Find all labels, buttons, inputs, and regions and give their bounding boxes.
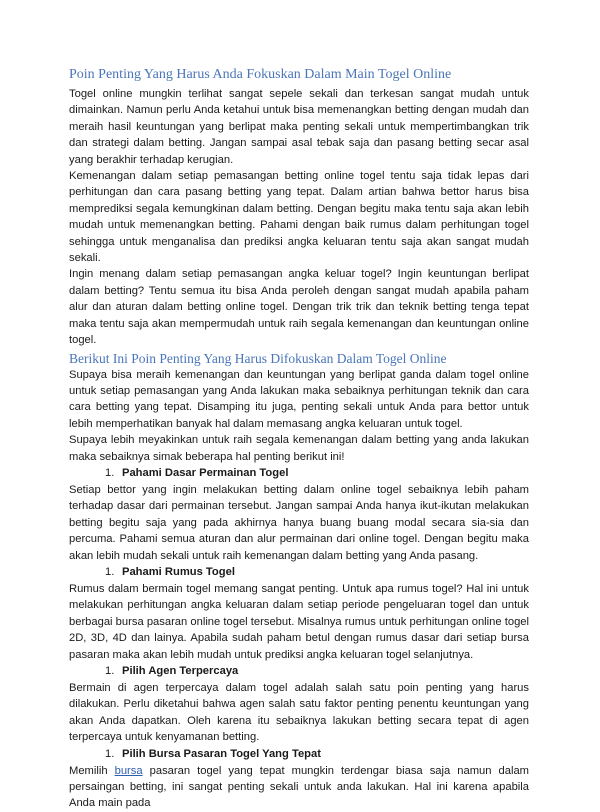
sub-paragraph-2: Supaya lebih meyakinkan untuk raih segala kemenangan dalam betting yang anda lakukan maka sebaiknya simak beberapa hal penting berikut ini! xyxy=(69,434,529,463)
point-number: 1. xyxy=(105,565,115,578)
point-number: 1. xyxy=(105,665,115,677)
intro-paragraph-3: Ingin menang dalam setiap pemasangan angka keluar togel? Ingin keuntungan berlipat dalam betting? Tentu semua itu bisa Anda peroleh dengan sangat mudah apabila paham alur dan aturan dalam betting online togel. Dengan trik trik dan teknik betting tenga tepat maka tentu saja akan mempermudah untuk raih segala kemenangan dan keuntungan online togel. xyxy=(69,268,529,347)
point-heading-4 xyxy=(69,746,529,763)
paragraph-text-start: Memilih xyxy=(69,764,115,777)
intro-paragraph-1: Togel online mungkin terlihat sangat sepele sekali dan terkesan sangat mudah untuk dimainkan. Namun perlu Anda ketahui untuk bisa memenangkan betting dengan mudah dan meraih hasil keuntungan yang berlipat maka penting sekali untuk mempertimbangkan trik dan strategi dalam betting. Jangan sampai asal tebak saja dan pasang betting secar asal yang berakhir terhadap kerugian. xyxy=(69,88,529,166)
point-heading-text: Pahami Dasar Permainan Togel xyxy=(122,466,289,479)
point-number: 1. xyxy=(105,747,115,760)
paragraph-text-end: pasaran togel yang tepat mungkin terdengar biasa saja namun dalam persaingan betting, ini sangat penting sekali untuk anda lakukan. Hal ini karena apabila Anda main pada xyxy=(69,764,529,810)
point-heading-3 xyxy=(69,663,529,680)
bursa-link[interactable]: bursa xyxy=(114,764,143,777)
point-heading-text: Pilih Bursa Pasaran Togel Yang Tepat xyxy=(122,747,321,760)
point-number: 1. xyxy=(105,466,115,479)
point-paragraph-3: Bermain di agen terpercaya dalam togel adalah salah satu poin penting yang harus dilakukan. Perlu diketahui bahwa agen salah satu faktor penting penentu keuntungan yang akan Anda dapatkan. Oleh karena itu sebaiknya lakukan betting secara tepat di agen terpercaya untuk kenyamanan betting. xyxy=(69,682,529,744)
article-title: Poin Penting Yang Harus Anda Fokuskan Dalam Main Togel Online xyxy=(69,67,452,82)
point-heading-text: Pahami Rumus Togel xyxy=(122,565,235,578)
point-paragraph-4 xyxy=(69,763,529,812)
point-heading-2 xyxy=(69,564,529,581)
article-subtitle: Berikut Ini Poin Penting Yang Harus Difokuskan Dalam Togel Online xyxy=(69,350,447,366)
point-paragraph-1: Setiap bettor yang ingin melakukan betting dalam online togel sebaiknya lebih paham terhadap dasar dari permainan tersebut. Jangan sampai Anda hanya ikut-ikutan melakukan betting begitu saja yang pada akhirnya hanya buang buang modal secara sia-sia dan percuma. Pahami semua aturan dan alur permainan dari online togel. Dengan begitu maka akan lebih mudah sekali untuk raih kemenangan dalam betting yang Anda pasang. xyxy=(69,483,529,562)
point-paragraph-2: Rumus dalam bermain togel memang sangat penting. Untuk apa rumus togel? Hal ini untuk melakukan perhitungan angka keluaran dalam setiap periode pengeluaran togel dan untuk berbagai bursa pasaran online togel tersebut. Misalnya rumus untuk perhitungan online togel 2D, 3D, 4D dan lainya. Apabila sudah paham betul dengan rumus dasar dari setiap bursa pasaran maka akan lebih mudah untuk prediksi angka keluaran togel selanjutnya. xyxy=(69,582,529,661)
point-heading-text: Pilih Agen Terpercaya xyxy=(122,665,239,677)
intro-paragraph-2: Kemenangan dalam setiap pemasangan betting online togel tentu saja tidak lepas dari perhitungan dan cara pasang betting yang tepat. Dalam artian bahwa bettor harus bisa memprediksi segala kemungkinan dalam betting. Dengan begitu maka tentu saja akan lebih mudah untuk memenangkan betting. Pahami dengan baik rumus dalam perhitungan togel sehingga untuk menganalisa dan prediksi angka keluaran tentu saja akan sangat mudah sekali. xyxy=(69,170,529,265)
document-page xyxy=(69,64,529,812)
point-heading-1 xyxy=(69,465,529,482)
sub-paragraph-1: Supaya bisa meraih kemenangan dan keuntungan yang berlipat ganda dalam togel online untuk setiap pemasangan yang Anda lakukan maka sebaiknya perhitungan teknik dan cara cara betting yang tepat. Disamping itu juga, penting sekali untuk Anda para bettor untuk lebih memperhatikan banyak hal dalam memasang angka keluaran untuk togel. xyxy=(69,368,529,430)
